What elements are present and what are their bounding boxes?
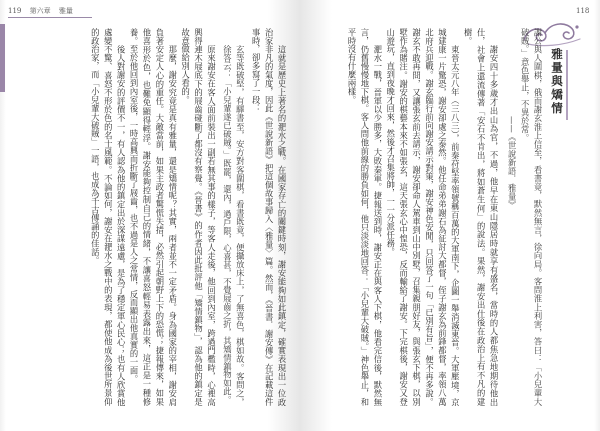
chapter-title: 雅量: [58, 7, 73, 15]
running-head-right: [576, 5, 589, 17]
chapter-thumb-tab: [0, 24, 5, 92]
body-paragraph: 東晉太元八年（三八三），前秦苻堅率領號稱百萬的大軍南下，企圖一舉消滅東晉。大軍壓境，京城建康一片驚恐，謝安卻處之泰然。他任命弟弟謝石為征討大都督，侄子謝玄為前鋒都督，率領八萬北府兵迎戰。謝玄臨行前向謝安請示對策，謝安神色安閒，只回答了一句「已別有旨」，便不再多說。謝玄不敢再問，又讓張玄前去請示，謝安卻命人駕車到山中別墅，召集親朋好友，與張玄下棋，以別墅作為賭注。謝安的棋藝本來不如張玄，這天張玄心中惶恐，反而輸給了謝安。下完棋後，謝安又登山遊玩，直到夜晚才回來，然後才召集將帥，一一分派任務。: [385, 28, 461, 406]
body-paragraph: 淝水一戰，晉軍以少勝多，大敗秦軍。捷報送到時，謝安正在與客人下棋，他看完信後，默然無言，仍舊慢慢地下棋。客人問他前線的勝負如何，他只淡淡地回答：「小兒輩大破賊。」神色舉止，和平時沒有什麼兩樣。: [347, 28, 383, 406]
body-paragraph: 那麼，謝安究竟是真有雅量，還是矯情呢？其實，兩者並不一定矛盾。身為國家的宰相，謝安肩負著安定人心的重任。大敵當前，如果主政者驚慌失措，必然引起朝野上下的恐慌；捷報傳來，如果他喜形於色，也難免顯得輕浮。謝安能夠控制自己的情緒，不讓喜怒輕易表露出來，這正是一種修養。至於他回到內室後，一時高興而折斷了屐齒，也不過是人之常情，反而顯出他真實的一面。: [129, 28, 178, 406]
page-number-left: 119: [8, 7, 22, 15]
quoted-passage: 玄等既破堅，有驛書至，安方對客圍棋，看書既竟，便攝放床上，了無喜色，棋如故。客問之，徐答云：「小兒輩遂已破賊。」既罷，還內，過戶限，心喜甚，不覺屐齒之折，其矯情鎮物如此。: [222, 44, 246, 406]
section-title: 雅量與矯情: [550, 48, 564, 116]
running-head-rule: [8, 17, 92, 18]
epigraph-block: [504, 28, 544, 406]
right-body-text: [318, 28, 500, 406]
epigraph-source: ——《世說新語．雅量》: [507, 116, 518, 209]
epigraph-text: 謝公與人圍棋，俄而謝玄淮上信至，看書竟，默然無言，徐向局。客問淮上利害，答曰：「小兒輩大破賊。」意色舉止，不異於常。: [520, 28, 543, 406]
chapter-label: 第六章: [29, 7, 51, 15]
right-page: [300, 0, 600, 431]
page-number-right: 118: [576, 7, 590, 15]
body-paragraph: 這就是歷史上著名的淝水之戰。在國家存亡的關鍵時刻，謝安能夠如此鎮定，確實表現出一位政治家非凡的氣度，因此《世說新語》把這個故事歸入〈雅量〉篇。然而，《晉書．謝安傳》在記載這件事時，卻多寫了一段：: [251, 28, 287, 406]
left-body-text: [26, 28, 288, 406]
title-accent-bar: [566, 50, 568, 120]
body-paragraph: 後人對謝安的評價不一，有人認為他的鎮定出於深謀遠慮，是為了穩定軍心民心；也有人欣賞他處變不驚、喜怒不形於色的名士風範。不論如何，謝安在淝水之戰中的表現，都使他成為後世所景仰的政治家，而「小兒輩大破賊」一語，也成為千古傳誦的佳話。: [90, 28, 127, 406]
body-paragraph: 原來謝安在客人面前裝出一副若無其事的樣子，等客人走後，他回到內室，跨過門檻時，心裡高興得連木屐底下的屐齒碰斷了都沒有察覺。《晉書》的作者因此批評他「矯情鎮物」，認為他的鎮定是故意做給別人看的。: [180, 28, 217, 406]
body-paragraph: 謝安四十多歲才出山為官，不過，他早在東山隱居時就享有盛名，當時的人都焦急地期待他出仕，社會上還流傳著「安石不肯出，將如蒼生何」的說法。果然，謝安出仕後在政治上有不凡的建樹。: [463, 28, 499, 406]
running-head-left: [8, 5, 79, 17]
